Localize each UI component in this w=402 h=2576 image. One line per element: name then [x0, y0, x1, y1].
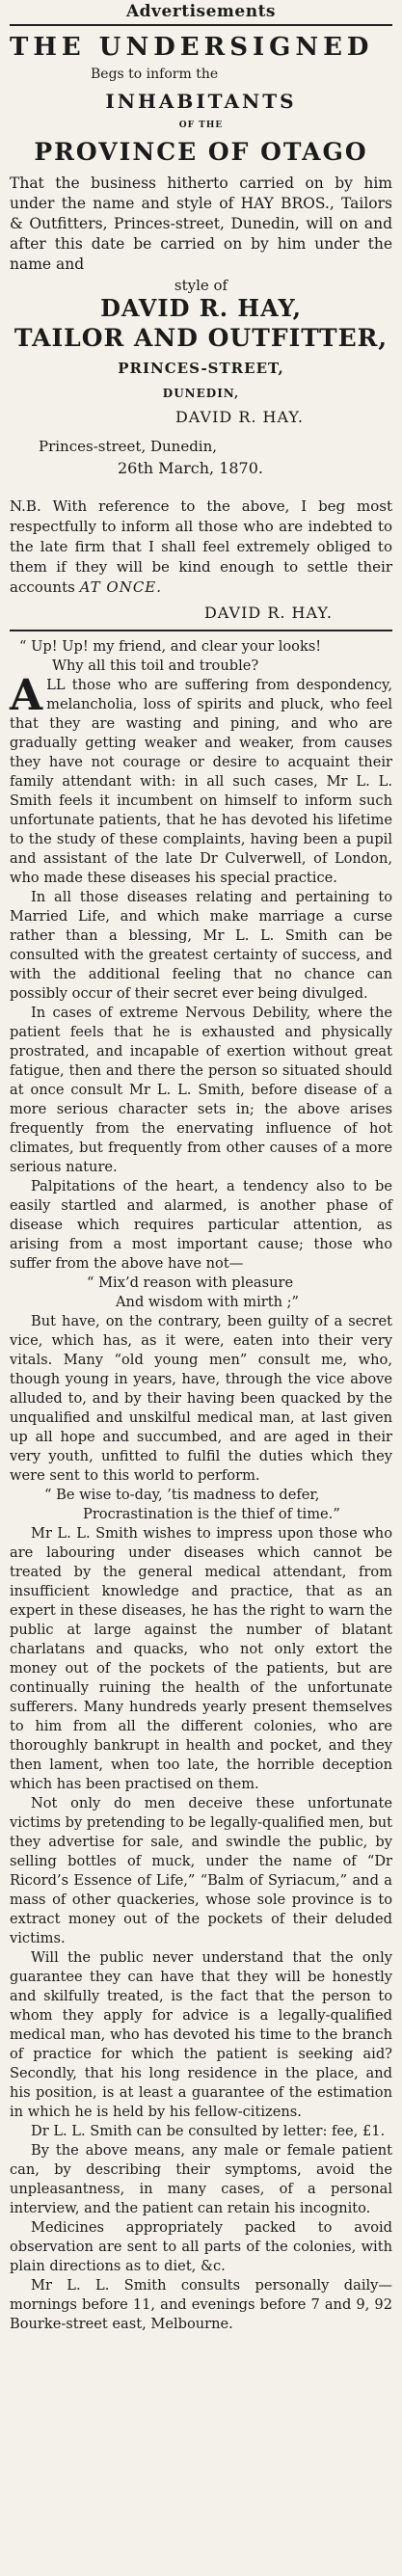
ad2-paragraph-11: Medicines appropriately packed to avoid observation are sent to all parts of the colonies, with plain directions as to diet, &c. [10, 2219, 392, 2274]
ad1-nb-emphasis: AT ONCE. [79, 578, 163, 596]
ad1-inhabitants: INHABITANTS [105, 90, 297, 113]
ad1-begs: Begs to inform the [91, 67, 219, 82]
ad1-place: Princes-street, Dunedin, [39, 438, 218, 455]
ad2-verse-1: “ Mix’d reason with pleasure [87, 1275, 294, 1291]
ad1-body: That the business hitherto carried on by him under the name and style of HAY BROS., Tailors & Outfitters, Princes-street, Dunedin, will on and after this date be carried on by him under the name and [10, 174, 392, 273]
ad2-paragraph-2: In all those diseases relating and pertaining to Married Life, and which make marriage a curse rather than a blessing, Mr L. L. Smith can be consulted with the greatest certainty of success, and with the additional feeling that no chance can possibly occur of their secret ever being divulged. [10, 889, 392, 1002]
ad2-paragraph-5: But have, on the contrary, been guilty of a secret vice, which has, as it were, eaten into their very vitals. Many “old young men” consult me, who, though young in years, have, through the vice above alluded to, and by their having been quacked by the unqualified and unskilful medical man, at last given up all hope and succumbed, and are aged in their very youth, unfitted to fulfil the duties which they were sent to this world to perform. [10, 1313, 392, 1484]
ad2-drop-cap: A [10, 671, 43, 720]
ad2-verse-3: “ Be wise to-day, ’tis madness to defer, [44, 1487, 320, 1503]
ad2-verse-2: And wisdom with mirth ;” [116, 1294, 299, 1310]
ad2-motto-line-1: “ Up! Up! my friend, and clear your looks! [19, 638, 322, 655]
ad1-street: PRINCES-STREET, [118, 360, 284, 377]
ad2-paragraph-6: Mr L. L. Smith wishes to impress upon those who are labouring under diseases which cannot be treated by the general medical attendant, from insufficient knowledge and practice, that as an expert in these diseases, he has the right to warn the public at large against the number of blatant charlatans and quacks, who not only extort the money out of the pockets of the patients, but are continually ruining the health of the unfortunate sufferers. Many hundreds yearly present themselves to him from all the different colonies, who are thoroughly bankrupt in health and pocket, and they then lament, when too late, the horrible deception which has been practised on them. [10, 1525, 392, 1792]
ad2-verse-4: Procrastination is the thief of time.” [83, 1506, 340, 1522]
ad1-signature-2: DAVID R. HAY. [203, 604, 333, 622]
section-header: Advertisements [125, 2, 276, 21]
ad1-city: DUNEDIN, [162, 387, 240, 400]
hay-advertisement [10, 26, 392, 622]
ad1-trade: TAILOR AND OUTFITTER, [13, 324, 389, 352]
ad2-motto-line-2: Why all this toil and trouble? [52, 657, 259, 674]
ad1-signature: DAVID R. HAY. [174, 408, 304, 426]
ad2-paragraph-4: Palpitations of the heart, a tendency also to be easily startled and alarmed, is another phase of disease which requires particular attention, as arising from a most important cause; those who suffer from the above have not— [10, 1178, 392, 1272]
ad1-name: DAVID R. HAY, [100, 294, 302, 322]
ad1-nb-text: N.B. With reference to the above, I beg most respectfully to inform all those who are indebted to the late firm that I shall feel extremely obliged to them if they will be kind enough to settle their accounts [10, 497, 392, 596]
ad2-paragraph-7: Not only do men deceive these unfortunate victims by pretending to be legally-qualified men, but they advertise for sale, and swindle the public, by selling bottles of muck, under the name of “Dr Ricord’s Essence of Life,” “Balm of Syriacum,” and a mass of other quackeries, whose sole province is to extract money out of the pockets of their deluded victims. [10, 1795, 392, 1946]
ad2-paragraph-1-text: LL those who are suffering from despondency, melancholia, loss of spirits and pluck, who feel that they are wasting and pining, and who are gradually getting weaker and weaker, from causes they have not courage or desire to acquaint their family attendant with: in all such cases, Mr L. L. Smith feels it incumbent on himself to inform such unfortunate patients, that he has devoted his lifetime to the study of these complaints, having been a pupil and assistant of the late Dr Culverwell, of London, who made these diseases his special practice. [10, 677, 392, 886]
ad1-province: PROVINCE OF OTAGO [34, 138, 368, 166]
ad-divider [10, 630, 392, 631]
ad1-of-the: OF THE [178, 121, 224, 130]
ad2-paragraph-3: In cases of extreme Nervous Debility, where the patient feels that he is exhausted and physically prostrated, and incapable of exertion without great fatigue, then and there the person so situated should at once consult Mr L. L. Smith, before disease of a more serious character sets in; the above arises frequently from the enervating influence of hot climates, but frequently from other causes of a more serious nature. [10, 1005, 392, 1175]
ad1-style-of: style of [174, 277, 228, 294]
ad1-date: 26th March, 1870. [118, 459, 263, 477]
ad2-paragraph-12: Mr L. L. Smith consults personally daily—mornings before 11, and evenings before 7 and 9, 92 Bourke-street east, Melbourne. [10, 2277, 392, 2332]
ad2-paragraph-10: By the above means, any male or female patient can, by describing their symptoms, avoid the unpleasantness, in many cases, of a personal interview, and the patient can retain his incognito. [10, 2142, 392, 2216]
ad2-paragraph-9: Dr L. L. Smith can be consulted by letter: fee, £1. [31, 2123, 386, 2139]
ad2-paragraph-1 [10, 671, 392, 888]
ad1-the-undersigned: THE UNDERSIGNED [10, 33, 374, 62]
ad1-nb [10, 496, 392, 598]
smith-advertisement [10, 637, 392, 2334]
ad2-paragraph-8: Will the public never understand that the only guarantee they can have that they will be honestly and skilfully treated, is the fact that the person to whom they apply for advice is a legally-qualified medical man, who has devoted his time to the branch of practice for which the patient is seeking aid? Secondly, that his long residence in the place, and his position, is at least a guarantee of the estimation in which he is held by his fellow-citizens. [10, 1949, 392, 2120]
